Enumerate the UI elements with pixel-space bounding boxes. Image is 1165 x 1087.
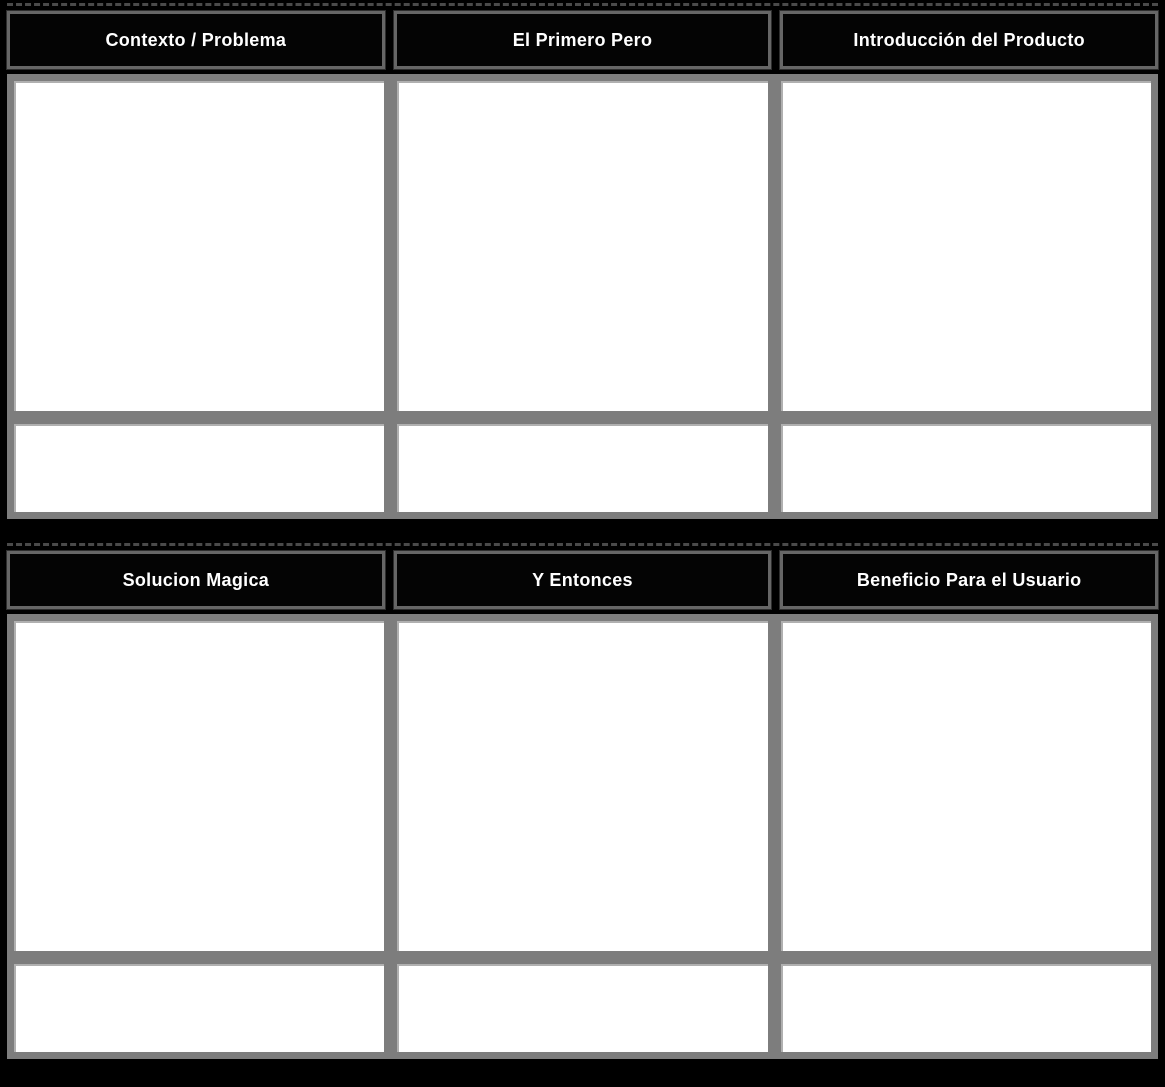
row-separator-line [7,3,1158,6]
cell-title-el-primero-pero[interactable]: El Primero Pero [394,11,772,69]
image-content [781,621,1151,637]
description-text [397,964,767,980]
description-area-el-primero-pero[interactable] [397,424,767,512]
image-area-contexto-problema[interactable] [14,81,384,411]
description-area-introduccion-del-producto[interactable] [781,424,1151,512]
image-content [781,81,1151,97]
storyboard-row-2 [7,543,1158,1059]
image-area-solucion-magica[interactable] [14,621,384,951]
content-grid-1 [7,74,1158,519]
cell-title-y-entonces[interactable]: Y Entonces [394,551,772,609]
description-text [781,424,1151,440]
cell-title-contexto-problema[interactable]: Contexto / Problema [7,11,385,69]
storyboard-row-1 [7,3,1158,519]
row-separator-line [7,543,1158,546]
header-row-2 [7,551,1158,609]
header-row-1 [7,11,1158,69]
image-content [397,81,767,97]
image-content [14,621,384,637]
description-text [14,424,384,440]
description-text [14,964,384,980]
image-content [14,81,384,97]
description-text [781,964,1151,980]
image-area-introduccion-del-producto[interactable] [781,81,1151,411]
cell-title-solucion-magica[interactable]: Solucion Magica [7,551,385,609]
cell-title-introduccion-del-producto[interactable]: Introducción del Producto [780,11,1158,69]
image-area-y-entonces[interactable] [397,621,767,951]
image-area-el-primero-pero[interactable] [397,81,767,411]
image-content [397,621,767,637]
description-area-beneficio-para-el-usuario[interactable] [781,964,1151,1052]
description-area-solucion-magica[interactable] [14,964,384,1052]
description-area-y-entonces[interactable] [397,964,767,1052]
cell-title-beneficio-para-el-usuario[interactable]: Beneficio Para el Usuario [780,551,1158,609]
description-area-contexto-problema[interactable] [14,424,384,512]
content-grid-2 [7,614,1158,1059]
description-text [397,424,767,440]
image-area-beneficio-para-el-usuario[interactable] [781,621,1151,951]
